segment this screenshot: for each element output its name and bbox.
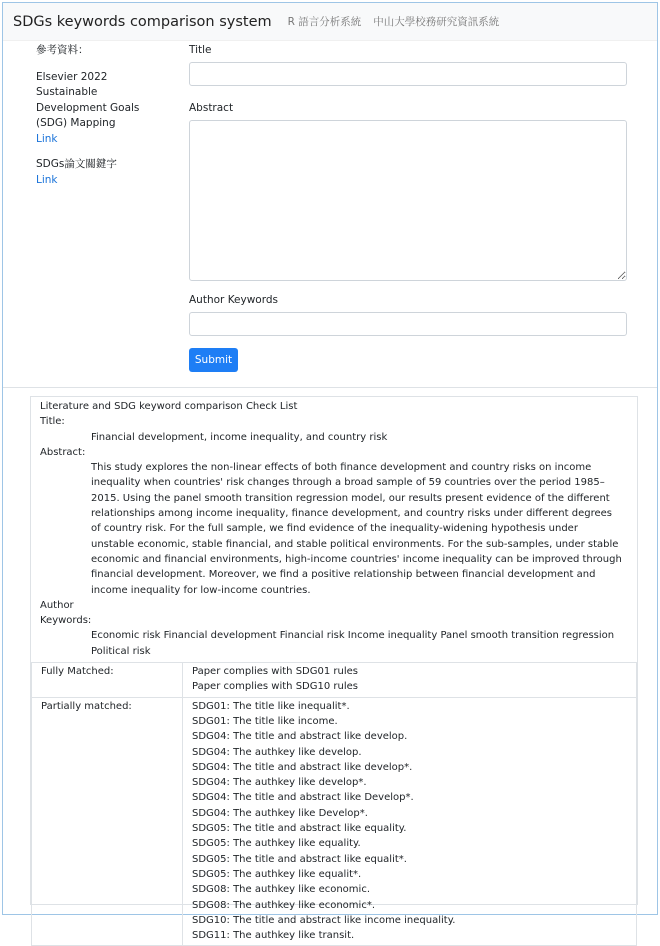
reference-panel [36, 41, 176, 188]
author-keywords-label: Author Keywords [189, 294, 279, 306]
input-section [3, 41, 657, 387]
list-item: SDG11: The authkey like transit. [192, 930, 355, 942]
result-abstract-label: Abstract: [40, 446, 86, 458]
list-item: SDG04: The authkey like develop. [192, 746, 362, 758]
result-abstract-value: This study explores the non-linear effects of both finance development and country risks on income inequality when countries' risk changes through a broad sample of 59 countries over the period 1985–2015. Using the panel smooth transition regression model, our results present evidence of the different relationships among income inequality, finance development, and country risks under different degrees of country risk. For the full sample, we find evidence of the inequality-widening hypothesis under unstable economic, stable financial, and stable political environments. For the sub-samples, under stable economic and financial environments, high-income countries' income inequality can be improved through financial development. Moreover, we find a positive relationship between financial development and income inequality for low-income countries. [91, 462, 622, 596]
list-item: SDG04: The title and abstract like develop*. [192, 761, 413, 773]
submit-button[interactable]: Submit [189, 348, 238, 372]
section-divider [3, 387, 657, 388]
list-item: Paper complies with SDG10 rules [192, 681, 358, 693]
fully-matched-list [183, 663, 637, 698]
result-title-value: Financial development, income inequality, and country risk [91, 431, 388, 443]
list-item: Paper complies with SDG01 rules [192, 666, 358, 678]
list-item: SDG05: The authkey like equality. [192, 838, 361, 850]
partially-matched-label: Partially matched: [32, 697, 183, 946]
list-item: SDG08: The authkey like economic. [192, 884, 370, 896]
results-header: Literature and SDG keyword comparison Check List [40, 401, 298, 412]
results-panel [30, 396, 638, 942]
list-item: SDG08: The authkey like economic*. [192, 899, 375, 911]
list-item: SDG01: The title like inequalit*. [192, 700, 350, 712]
list-item: SDG04: The title and abstract like Develop*. [192, 792, 414, 804]
list-item: SDG05: The authkey like equalit*. [192, 868, 362, 880]
reference-item [36, 157, 176, 188]
title-input[interactable] [189, 62, 627, 86]
table-row [32, 663, 637, 698]
list-item: SDG05: The title and abstract like equality. [192, 823, 407, 835]
fully-matched-label: Fully Matched: [32, 663, 183, 698]
result-keywords-label: Author Keywords: [40, 599, 92, 627]
match-table [31, 662, 637, 946]
navbar [3, 3, 657, 41]
list-item: SDG05: The title and abstract like equalit*. [192, 853, 407, 865]
list-item: SDG04: The authkey like Develop*. [192, 807, 368, 819]
nav-link-r-analysis[interactable]: R 語言分析系統 [287, 16, 362, 28]
table-row [32, 697, 637, 946]
author-keywords-input[interactable] [189, 312, 627, 336]
partially-matched-list [183, 697, 637, 946]
list-item: SDG04: The title and abstract like develop. [192, 731, 408, 743]
list-item: SDG04: The authkey like develop*. [192, 777, 367, 789]
reference-item [36, 70, 176, 148]
paper-form [189, 41, 629, 372]
reference-heading: 參考資料： [36, 44, 89, 56]
reference-link-elsevier[interactable]: Link [36, 132, 58, 145]
title-label: Title [189, 44, 212, 56]
nav-link-nsysu-research[interactable]: 中山大學校務研究資訊系統 [373, 16, 500, 28]
list-item: SDG10: The title and abstract like income inequality. [192, 914, 456, 926]
navbar-brand[interactable]: SDGs keywords comparison system [13, 13, 272, 30]
abstract-textarea[interactable] [189, 120, 627, 281]
reference-link-sdg-keywords[interactable]: Link [36, 173, 58, 186]
abstract-label: Abstract [189, 102, 234, 114]
list-item: SDG01: The title like income. [192, 715, 338, 727]
result-keywords-value: Economic risk Financial development Financial risk Income inequality Panel smooth transition regression Political risk [91, 630, 615, 657]
result-title-label: Title: [40, 416, 65, 428]
reference-title: SDGs論文關鍵字 [36, 158, 117, 170]
reference-title: Elsevier 2022 Sustainable Development Goals (SDG) Mapping [36, 70, 140, 129]
app-window [2, 2, 658, 942]
